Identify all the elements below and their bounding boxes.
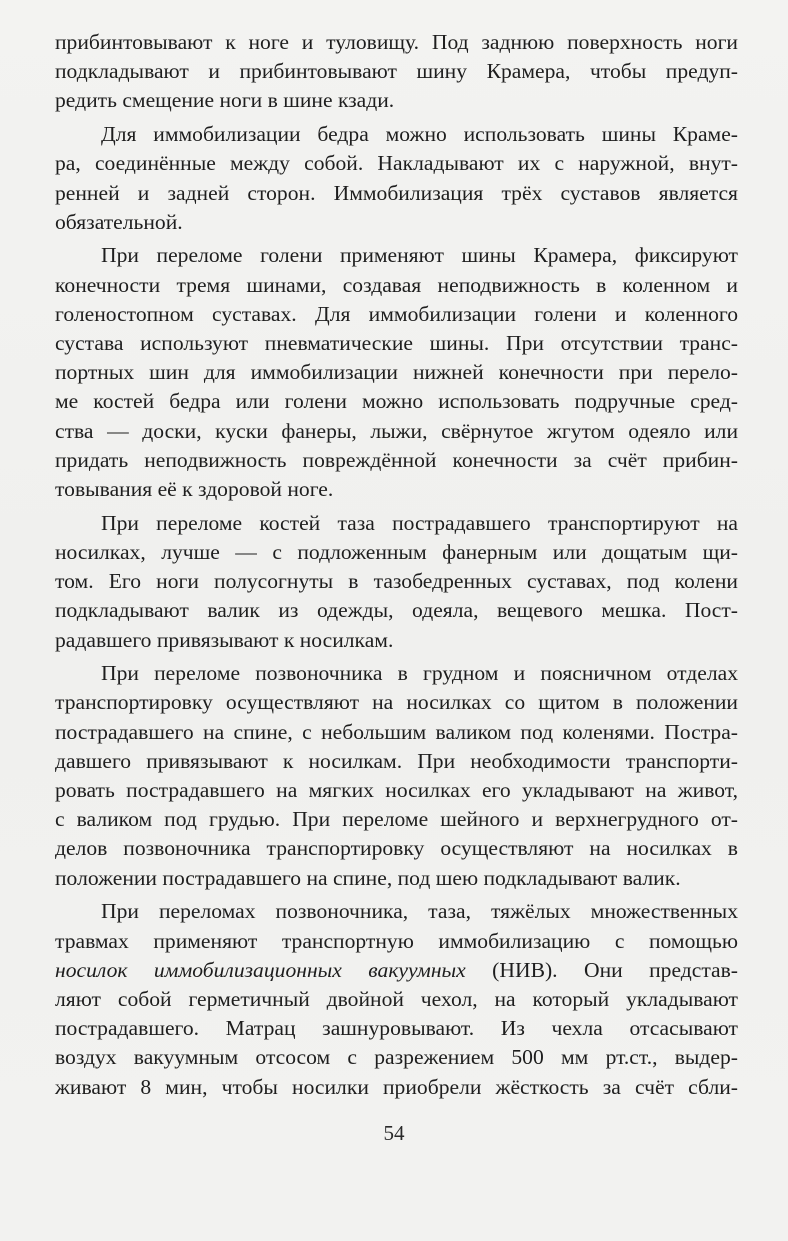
text-line: конечности тремя шинами, создавая неподвижность в коленном и	[55, 272, 738, 297]
text-line: редить смещение ноги в шине кзади.	[55, 88, 395, 113]
text-line: ровать пострадавшего на мягких носилках его укладывают на живот,	[55, 778, 738, 803]
text-line: подкладывают и прибинтовывают шину Крамера, чтобы предуп-	[55, 59, 738, 84]
paragraph-2	[55, 120, 738, 237]
italic-term: носилок иммобилизационных вакуумных	[55, 957, 466, 982]
text-line: обязательной.	[55, 209, 183, 234]
text-line: травмах применяют транспортную иммобилизацию с помощью	[55, 928, 738, 953]
text-line: ляют собой герметичный двойной чехол, на который укладывают	[55, 987, 738, 1011]
text-line: давшего привязывают к носилкам. При необходимости транспорти-	[55, 748, 738, 773]
text-line: При переломе позвоночника в грудном и поясничном отделах	[101, 661, 738, 686]
paragraph-1	[55, 28, 738, 116]
page-number: 54	[383, 1121, 405, 1145]
text-line: портных шин для иммобилизации нижней конечности при перело-	[55, 360, 738, 385]
text-line: ства — доски, куски фанеры, лыжи, свёрнутое жгутом одеяло или	[55, 418, 738, 443]
text-line: ме костей бедра или голени можно использовать подручные сред-	[55, 389, 738, 414]
text-line: пострадавшего. Матрац зашнуровывают. Из чехла отсасывают	[55, 1016, 738, 1041]
text-line: При переломе костей таза пострадавшего транспортируют на	[101, 510, 738, 535]
text-line: При переломах позвоночника, таза, тяжёлых множественных	[101, 899, 738, 924]
text-line: голеностопном суставах. Для иммобилизации голени и коленного	[55, 301, 738, 326]
text-line: делов позвоночника транспортировку осуществляют на носилках в	[55, 836, 738, 861]
text-line: прибинтовывают к ноге и туловищу. Под заднюю поверхность ноги	[55, 30, 738, 54]
paragraph-6	[55, 897, 738, 1101]
paragraph-5	[55, 659, 738, 893]
text-fragment: (НИВ). Они представ-	[465, 957, 738, 982]
text-line: транспортировку осуществляют на носилках со щитом в положении	[55, 690, 738, 715]
text-line: воздух вакуумным отсосом с разрежением 500 мм рт.ст., выдер-	[55, 1045, 738, 1070]
text-line: живают 8 мин, чтобы носилки приобрели жёсткость за счёт сбли-	[55, 1074, 738, 1099]
paragraph-3	[55, 241, 738, 504]
text-line: с валиком под грудью. При переломе шейного и верхнегрудного от-	[55, 807, 738, 832]
text-line: ра, соединённые между собой. Накладывают их с наружной, внут-	[55, 151, 738, 176]
text-line-mixed	[55, 956, 738, 985]
text-line: сустава используют пневматические шины. При отсутствии транс-	[55, 331, 738, 356]
body-text	[55, 28, 738, 1106]
text-line: подкладывают валик из одежды, одеяла, вещевого мешка. Пост-	[55, 598, 738, 623]
text-line: товывания её к здоровой ноге.	[55, 477, 334, 502]
text-line: радавшего привязывают к носилкам.	[55, 627, 394, 652]
text-line: Для иммобилизации бедра можно использовать шины Краме-	[101, 122, 738, 147]
text-line: том. Его ноги полусогнуты в тазобедренных суставах, под колени	[55, 569, 738, 594]
text-line: ренней и задней сторон. Иммобилизация трёх суставов является	[55, 180, 738, 205]
text-line: пострадавшего на спине, с небольшим валиком под коленями. Постра-	[55, 719, 738, 744]
paragraph-4	[55, 509, 738, 655]
text-line: При переломе голени применяют шины Крамера, фиксируют	[101, 243, 738, 268]
text-line: придать неподвижность повреждённой конечности за счёт прибин-	[55, 447, 738, 472]
text-line: положении пострадавшего на спине, под шею подкладывают валик.	[55, 865, 681, 890]
text-line: носилках, лучше — с подложенным фанерным или дощатым щи-	[55, 539, 738, 564]
